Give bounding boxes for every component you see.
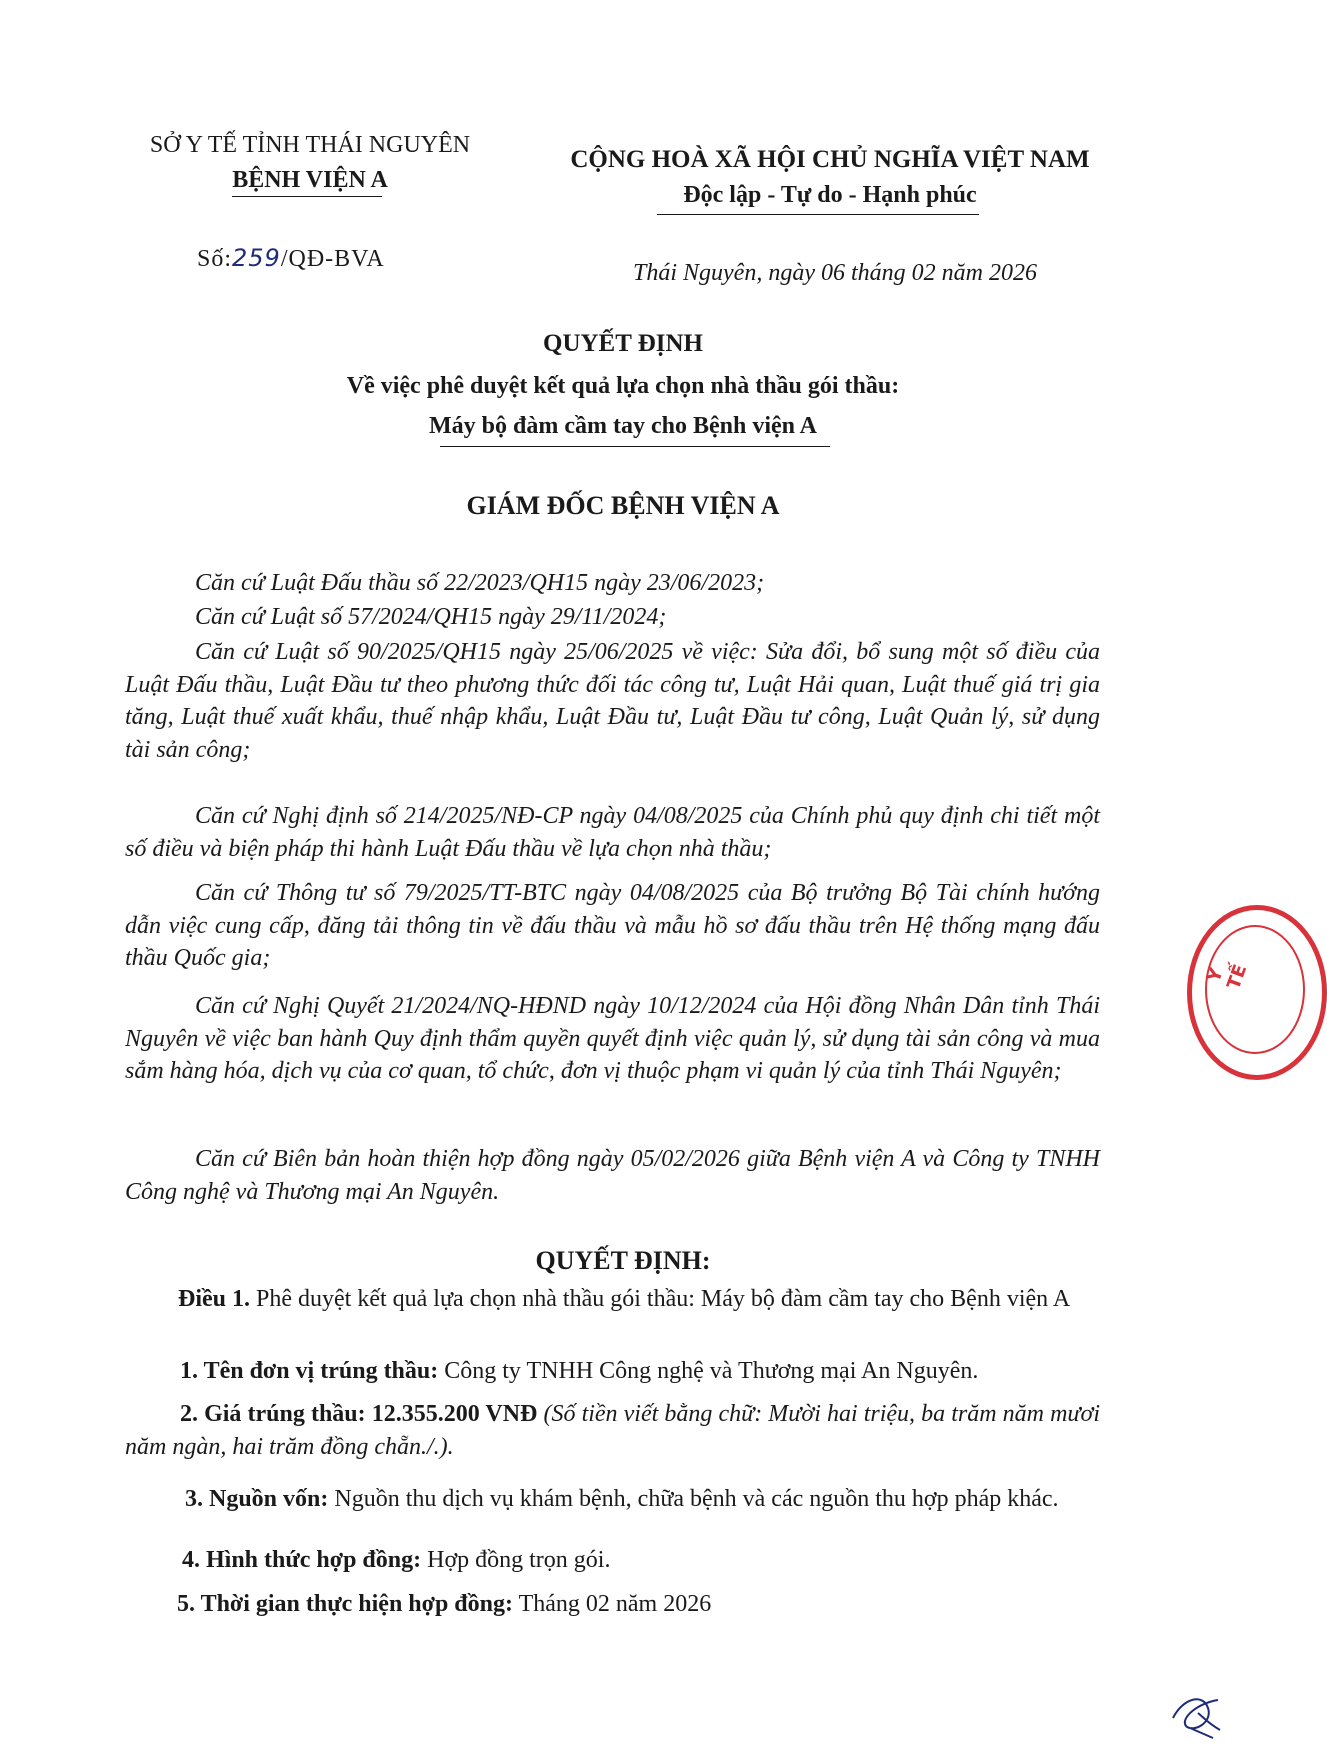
- red-seal-inner-ring: [1205, 925, 1305, 1054]
- article-1-label: Điều 1.: [178, 1286, 250, 1312]
- hospital-name-underline: [232, 196, 382, 197]
- legal-basis-1: Căn cứ Luật Đấu thầu số 22/2023/QH15 ngày 23/06/2023;: [195, 570, 765, 596]
- subject-underline: [440, 446, 830, 447]
- place-and-date: Thái Nguyên, ngày 06 tháng 02 năm 2026: [633, 260, 1037, 286]
- legal-basis-4: Căn cứ Nghị định số 214/2025/NĐ-CP ngày 04/08/2025 của Chính phủ quy định chi tiết một số điều và biện pháp thi hành Luật Đấu thầu về lựa chọn nhà thầu;: [125, 803, 1100, 862]
- decision-heading: QUYẾT ĐỊNH:: [535, 1246, 711, 1275]
- article-item-2: 2. Giá trúng thầu: 12.355.200 VNĐ (Số tiền viết bằng chữ: Mười hai triệu, ba trăm năm mươi năm ngàn, hai trăm đồng chẵn./.).: [125, 1401, 1100, 1460]
- red-seal-text: Y TẾ: [1203, 961, 1252, 993]
- decision-title: QUYẾT ĐỊNH: [543, 330, 703, 357]
- article-item-4: 4. Hình thức hợp đồng: Hợp đồng trọn gói.: [182, 1547, 611, 1573]
- document-number: [197, 243, 385, 274]
- decision-subject-line2: Máy bộ đàm cầm tay cho Bệnh viện A: [428, 413, 817, 439]
- issuing-authority: GIÁM ĐỐC BỆNH VIỆN A: [466, 491, 780, 520]
- decision-subject-line1: Về việc phê duyệt kết quả lựa chọn nhà thầu gói thầu:: [346, 373, 900, 399]
- article-item-1: 1. Tên đơn vị trúng thầu: Công ty TNHH Công nghệ và Thương mại An Nguyên.: [180, 1358, 979, 1384]
- hospital-name: BỆNH VIỆN A: [232, 167, 388, 193]
- legal-basis-2: Căn cứ Luật số 57/2024/QH15 ngày 29/11/2024;: [195, 604, 667, 630]
- legal-basis-3: Căn cứ Luật số 90/2025/QH15 ngày 25/06/2025 về việc: Sửa đổi, bổ sung một số điều của Luật Đấu thầu, Luật Đầu tư theo phương thức đối tác công tư, Luật Hải quan, Luật thuế giá trị gia tăng, Luật thuế xuất khẩu, thuế nhập khẩu, Luật Đầu tư, Luật Đầu tư công, Luật Quản lý, sử dụng tài sản công;: [125, 639, 1100, 763]
- national-title: CỘNG HOÀ XÃ HỘI CHỦ NGHĨA VIỆT NAM: [570, 146, 1090, 173]
- handwritten-number: 259: [232, 244, 281, 272]
- legal-basis-7: Căn cứ Biên bản hoàn thiện hợp đồng ngày 05/02/2026 giữa Bệnh viện A và Công ty TNHH Công nghệ và Thương mại An Nguyên.: [125, 1146, 1100, 1205]
- legal-basis-6: Căn cứ Nghị Quyết 21/2024/NQ-HĐND ngày 10/12/2024 của Hội đồng Nhân Dân tỉnh Thái Nguyên về việc ban hành Quy định thẩm quyền quyết định việc quản lý, sử dụng tài sản công và mua sắm hàng hóa, dịch vụ của cơ quan, tổ chức, đơn vị thuộc phạm vi quản lý của tỉnh Thái Nguyên;: [125, 993, 1100, 1084]
- org-name: SỞ Y TẾ TỈNH THÁI NGUYÊN: [149, 132, 471, 158]
- number-suffix: /QĐ-BVA: [280, 246, 385, 272]
- handwritten-initial-mark: [1168, 1688, 1228, 1743]
- article-item-3: 3. Nguồn vốn: Nguồn thu dịch vụ khám bệnh, chữa bệnh và các nguồn thu hợp pháp khác.: [185, 1486, 1059, 1512]
- article-1: [125, 1283, 1100, 1316]
- national-motto: Độc lập - Tự do - Hạnh phúc: [683, 182, 977, 208]
- article-item-5: 5. Thời gian thực hiện hợp đồng: Tháng 02 năm 2026: [177, 1591, 712, 1617]
- article-1-text: Phê duyệt kết quả lựa chọn nhà thầu gói thầu: Máy bộ đàm cầm tay cho Bệnh viện A: [256, 1286, 1071, 1312]
- motto-underline: [657, 214, 979, 215]
- legal-basis-5: Căn cứ Thông tư số 79/2025/TT-BTC ngày 04/08/2025 của Bộ trưởng Bộ Tài chính hướng dẫn việc cung cấp, đăng tải thông tin về đấu thầu và mẫu hồ sơ đấu thầu trên Hệ thống mạng đấu thầu Quốc gia;: [125, 880, 1100, 971]
- number-prefix: Số:: [197, 246, 233, 272]
